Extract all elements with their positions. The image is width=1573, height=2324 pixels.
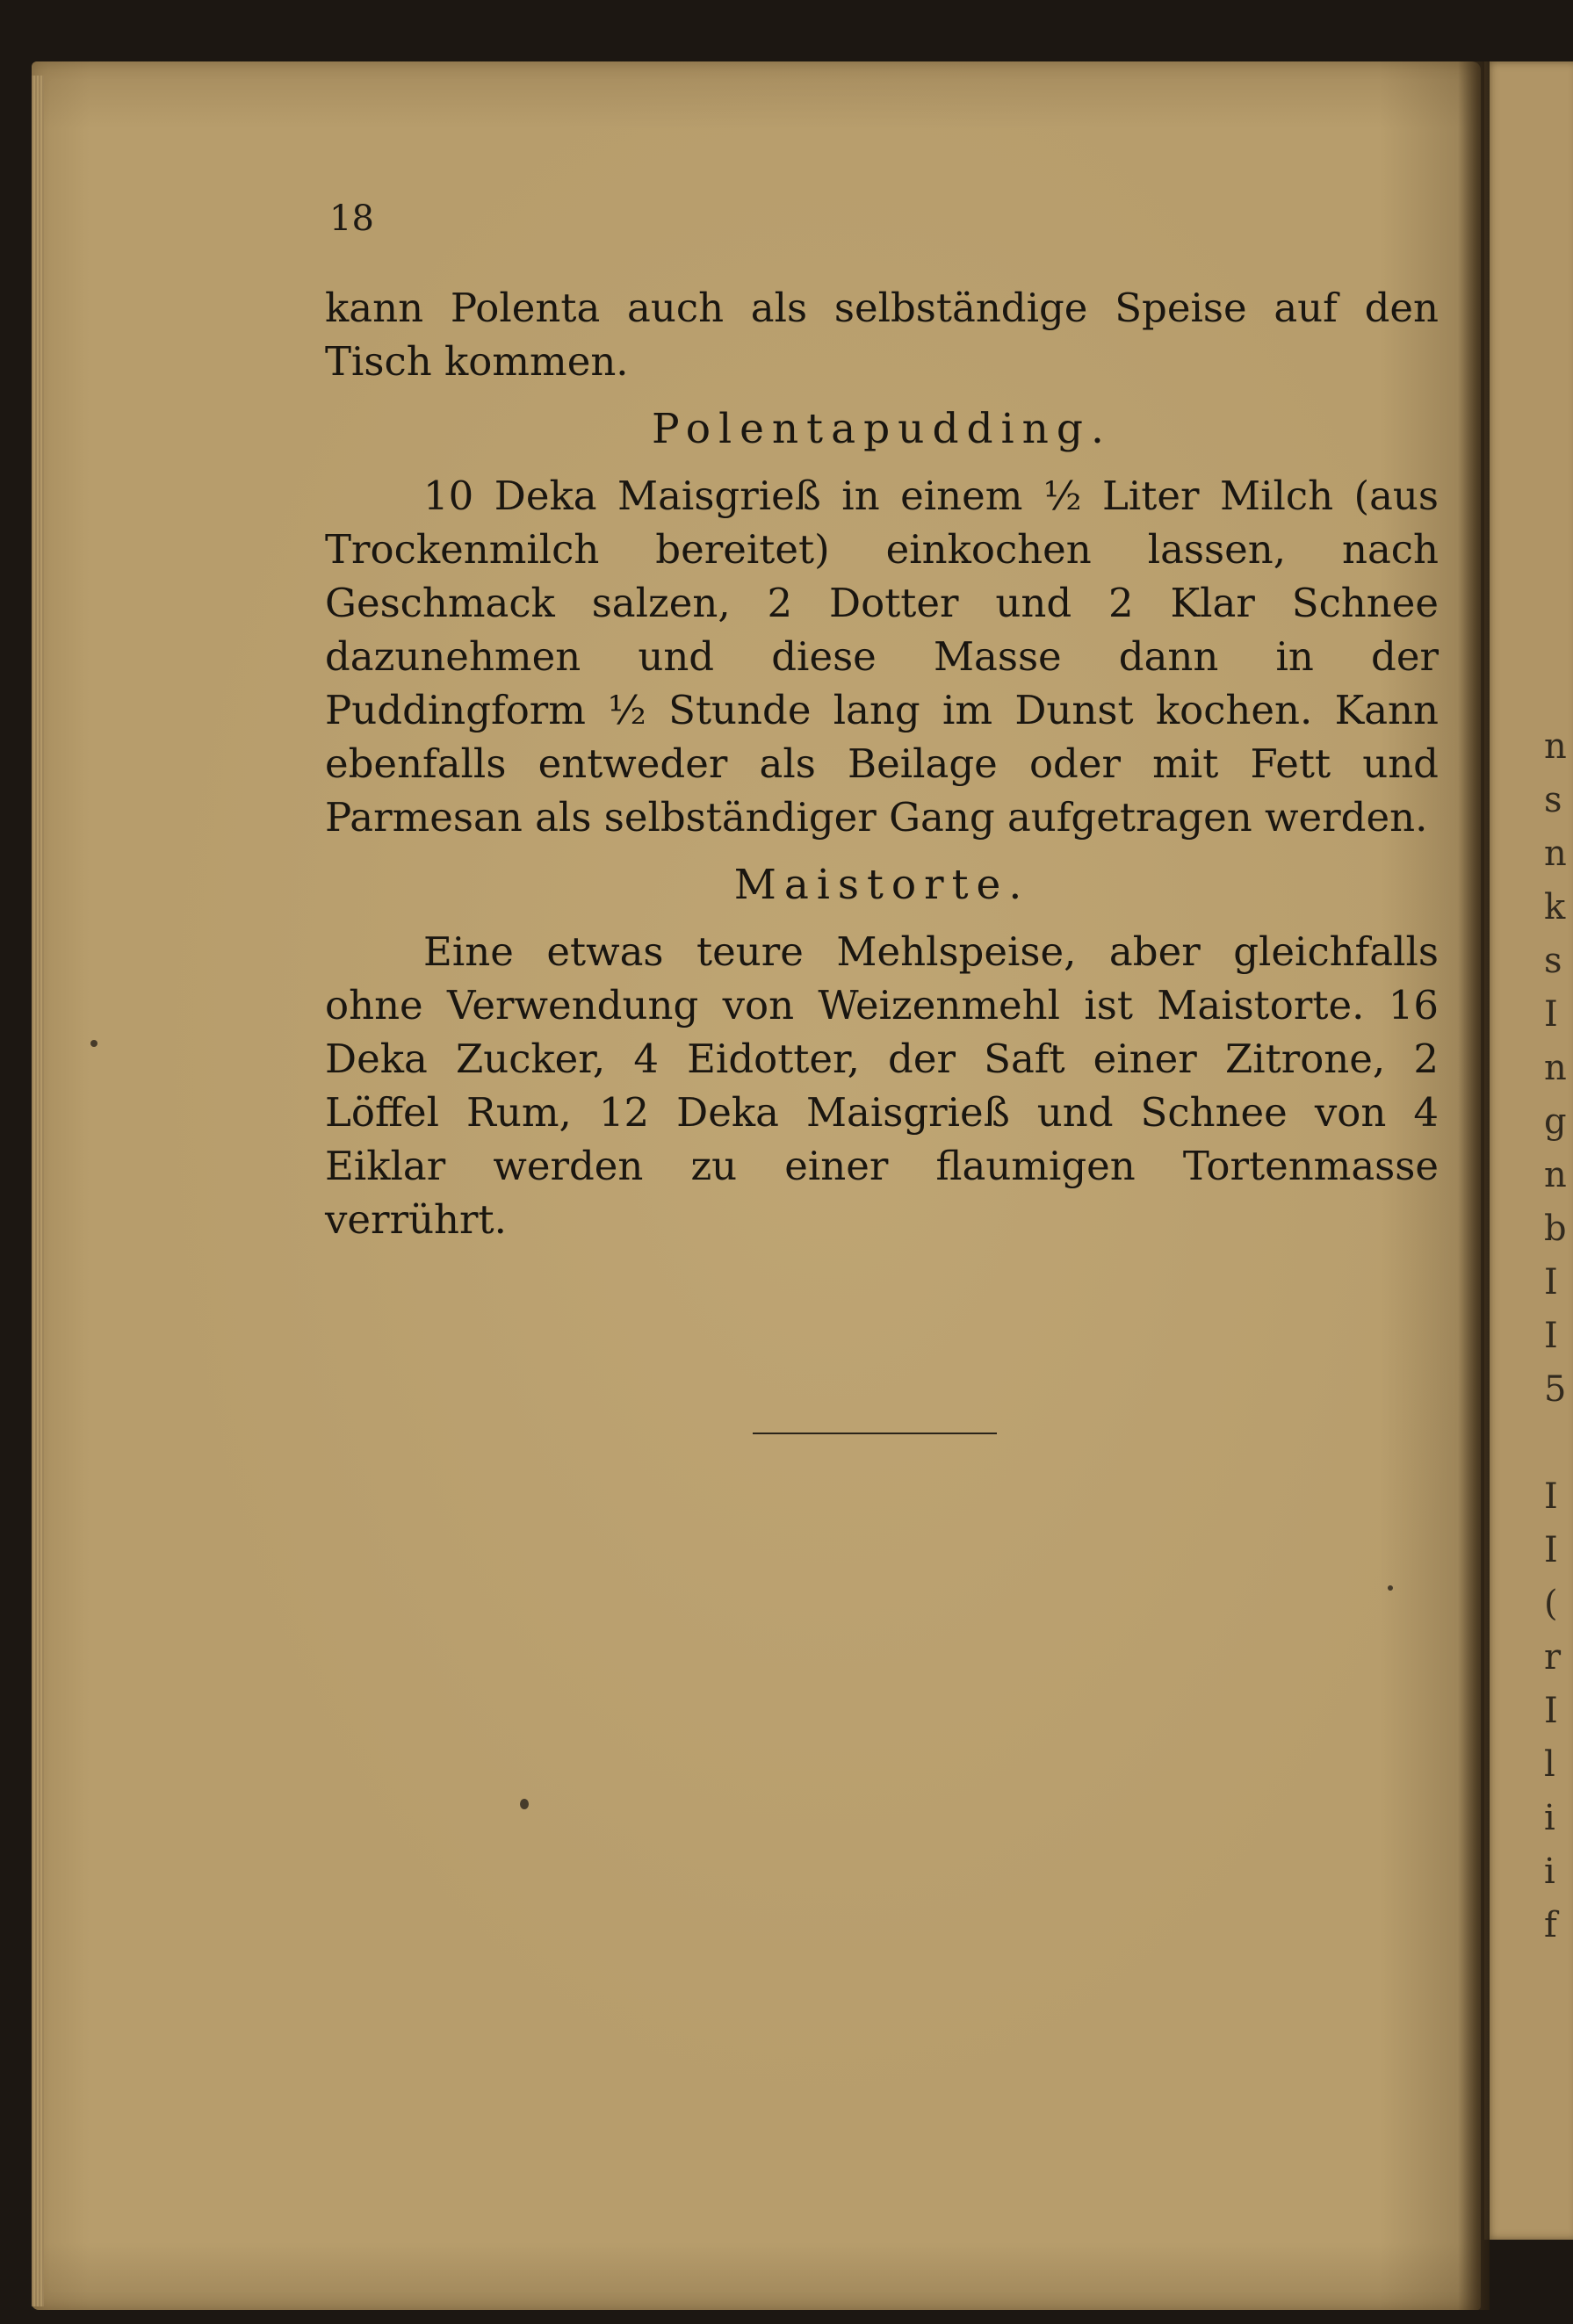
edge-letter: n (1544, 834, 1567, 874)
edge-letter: I (1544, 1316, 1558, 1356)
edge-letter: k (1544, 887, 1566, 927)
edge-letter: ( (1544, 1584, 1558, 1624)
edge-letter: f (1544, 1905, 1557, 1945)
edge-letter: b (1544, 1209, 1567, 1249)
edge-letter: s (1544, 780, 1562, 820)
edge-letter: I (1544, 1691, 1558, 1731)
edge-letter: i (1544, 1798, 1555, 1838)
edge-letter: n (1544, 1155, 1567, 1195)
paper-speck (520, 1799, 529, 1809)
edge-letter (1544, 1417, 1573, 1470)
recipe-body-maistorte: Eine etwas teure Mehlspeise, aber gleichfalls ohne Verwendung von Weizenmehl ist Maistorte. 16 Deka Zucker, 4 Eidotter, der Saft einer Zitrone, 2 Löffel Rum, 12 Deka Maisgrieß und Schnee von 4 Eiklar werden zu einer flaumigen Tortenmasse verrührt. (325, 928, 1439, 1243)
edge-letter: I (1544, 1476, 1558, 1517)
edge-letter: r (1544, 1637, 1562, 1678)
paper-speck (90, 1040, 97, 1047)
edge-letter: I (1544, 1530, 1558, 1570)
book-gutter (1458, 61, 1490, 2310)
recipe-heading-polentapudding: Polentapudding. (652, 405, 1112, 453)
edge-letter: l (1544, 1744, 1555, 1785)
intro-paragraph: kann Polenta auch als selbständige Speise auf den Tisch kommen. (325, 285, 1439, 385)
edge-letter: n (1544, 726, 1567, 767)
recipe-heading-maistorte: Maistorte. (733, 861, 1030, 909)
page-text (325, 281, 1439, 1246)
edge-letter: i (1544, 1851, 1555, 1892)
edge-letter: g (1544, 1101, 1567, 1142)
edge-letter: n (1544, 1048, 1567, 1088)
page-stack-edge (32, 76, 44, 2306)
paper-speck (1388, 1585, 1393, 1591)
edge-letter: I (1544, 1262, 1558, 1303)
recipe-body-polentapudding: 10 Deka Maisgrieß in einem ½ Liter Milch (aus Trockenmilch bereitet) einkochen lassen, nach Geschmack salzen, 2 Dotter und 2 Klar Schnee dazunehmen und diese Masse dann in der Puddingform ½ Stunde lang im Dunst kochen. Kann ebenfalls entweder als Beilage oder mit Fett und Parmesan als selbständiger Gang aufgetragen werden. (325, 473, 1439, 841)
page-number: 18 (329, 198, 374, 239)
section-end-rule (753, 1433, 997, 1434)
edge-letter: I (1544, 994, 1558, 1035)
edge-letter: s (1544, 941, 1562, 981)
edge-letter: 5 (1544, 1369, 1567, 1410)
facing-page-edge-text (1544, 720, 1573, 1952)
